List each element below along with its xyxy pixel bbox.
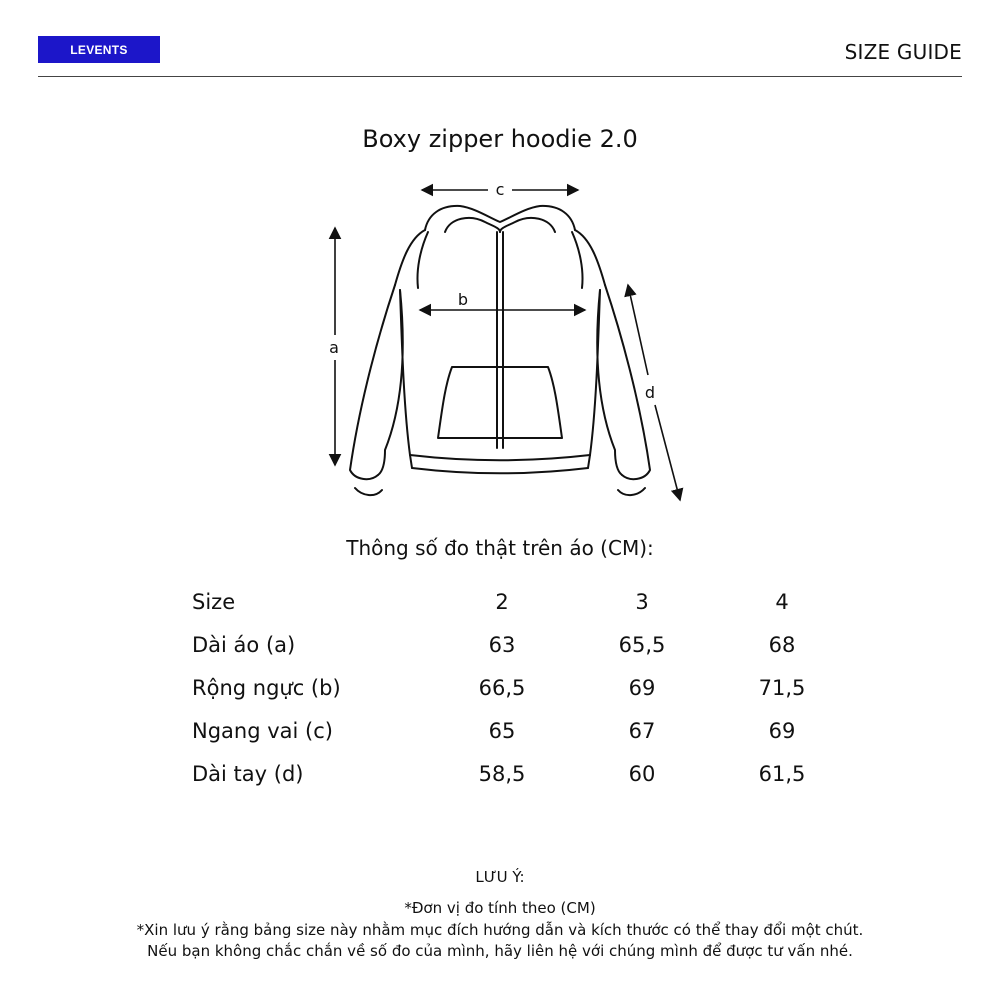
- row-label: Dài tay (d): [192, 761, 304, 786]
- table-cell: 65: [488, 718, 516, 743]
- note-line: *Xin lưu ý rằng bảng size này nhằm mục đích hướng dẫn và kích thước có thể thay đổi một chút.: [136, 921, 864, 939]
- size-4-header: 4: [775, 589, 789, 614]
- table-cell: 60: [628, 761, 656, 786]
- table-cell: 58,5: [478, 761, 526, 786]
- label-c: c: [495, 180, 505, 199]
- row-label: Dài áo (a): [192, 632, 296, 657]
- size-table: [192, 580, 852, 795]
- size-3-header: 3: [635, 589, 649, 614]
- arrow-d-bottom: [655, 405, 680, 500]
- hoodie-diagram: [300, 170, 700, 510]
- table-heading: Thông số đo thật trên áo (CM):: [346, 536, 654, 560]
- header-divider: [38, 76, 962, 77]
- table-row: [192, 666, 852, 709]
- label-d: d: [644, 383, 656, 402]
- notes-title: LƯU Ý:: [475, 868, 525, 886]
- table-row: [192, 709, 852, 752]
- table-row: [192, 752, 852, 795]
- size-2-header: 2: [495, 589, 509, 614]
- column-header-size: Size: [192, 589, 236, 614]
- table-cell: 66,5: [478, 675, 526, 700]
- note-line: *Đơn vị đo tính theo (CM): [404, 899, 596, 917]
- table-header-row: [192, 580, 852, 623]
- page-title: SIZE GUIDE: [844, 40, 962, 64]
- label-a: a: [329, 338, 339, 357]
- table-cell: 67: [628, 718, 656, 743]
- arrow-d-top: [628, 285, 648, 375]
- table-cell: 68: [768, 632, 796, 657]
- table-cell: 63: [488, 632, 516, 657]
- table-cell: 71,5: [758, 675, 806, 700]
- product-title: Boxy zipper hoodie 2.0: [362, 125, 638, 153]
- table-cell: 61,5: [758, 761, 806, 786]
- row-label: Rộng ngực (b): [192, 675, 341, 700]
- row-label: Ngang vai (c): [192, 718, 333, 743]
- label-b: b: [457, 290, 469, 309]
- table-row: [192, 623, 852, 666]
- table-cell: 69: [768, 718, 796, 743]
- brand-logo: LEVENTS: [38, 36, 160, 63]
- note-line: Nếu bạn không chắc chắn về số đo của mình, hãy liên hệ với chúng mình để được tư vấn nhé.: [147, 942, 853, 960]
- table-cell: 69: [628, 675, 656, 700]
- hoodie-outline: [350, 206, 650, 495]
- measurement-arrows: [335, 190, 680, 500]
- table-cell: 65,5: [618, 632, 666, 657]
